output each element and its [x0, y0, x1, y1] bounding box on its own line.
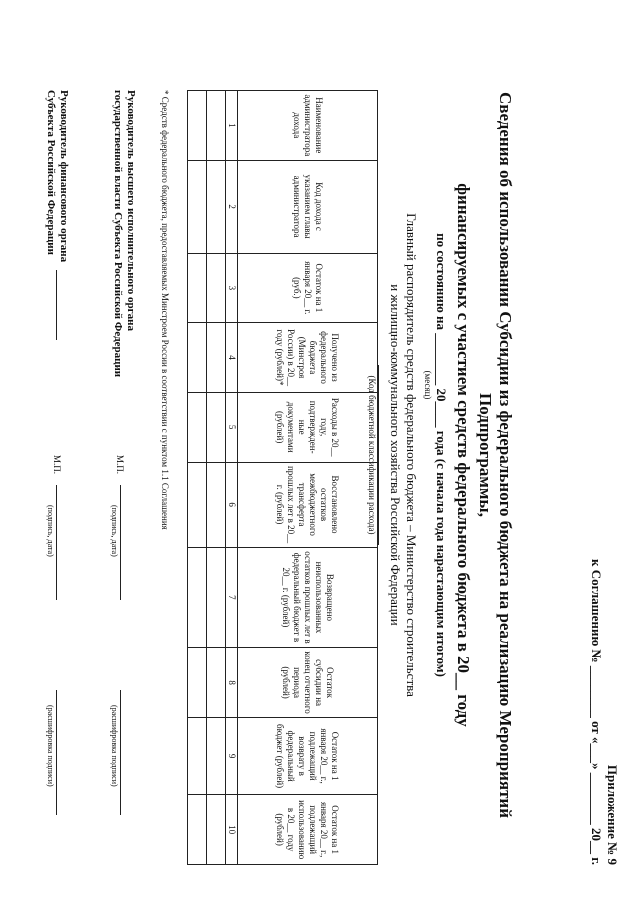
- table-cell: [188, 91, 207, 161]
- column-number-row: [226, 91, 238, 865]
- signature-caption: (подпись, дата): [110, 505, 119, 557]
- header-cell: Наименование администратора дохода: [238, 91, 378, 161]
- table-header-row: [238, 91, 378, 865]
- annex-block: [588, 559, 620, 865]
- document-title: Сведения об использовании Субсидии из федерального бюджета на реализацию Мероприятий Подпрограммы,: [476, 91, 515, 819]
- header-cell: Остаток на 1 января 20__ г., подлежащий возврату в федеральный бюджет (рублей): [238, 717, 378, 794]
- table-cell: [188, 253, 207, 323]
- signatory-title-line1: Руководитель высшего исполнительного органа: [125, 90, 137, 331]
- header-cell: Остаток на 1 января 20__ г., подлежащий использованию в 20__ году (рублей): [238, 795, 378, 865]
- annex-agreement: к Соглашению № ________ от «___» ________ 20__ г.: [589, 558, 604, 865]
- signature-decode-line: [56, 690, 58, 815]
- header-cell: Восстановлено остатков межбюджетного трансферта прошлых лет в 20__ г. (рублей): [238, 462, 378, 547]
- header-cell: Остаток субсидии на конец отчетного периода (рублей): [238, 648, 378, 718]
- table-cell: [188, 462, 207, 547]
- signature-line: [120, 485, 122, 600]
- table-row: [207, 91, 226, 865]
- table-cell: [188, 323, 207, 393]
- decode-caption: (расшифровка подписи): [110, 705, 119, 787]
- month-caption: (месяц): [423, 370, 433, 400]
- subsidy-table: [187, 90, 378, 865]
- signatory-title-line1: Руководитель финансового органа: [58, 90, 70, 263]
- table-cell: [207, 717, 226, 794]
- budget-code-caption: (Код бюджетной классификации расхода): [366, 365, 379, 545]
- table-cell: [207, 462, 226, 547]
- column-number: 5: [226, 392, 238, 462]
- table-cell: [188, 160, 207, 253]
- signature-line: [56, 485, 58, 600]
- table-cell: [207, 648, 226, 718]
- chief-administrator-line2: и жилищно-коммунального хозяйства Российской Федерации: [388, 284, 403, 626]
- table-cell: [188, 392, 207, 462]
- table-cell: [207, 91, 226, 161]
- signature-caption: (подпись, дата): [46, 505, 55, 557]
- column-number: 10: [226, 795, 238, 865]
- chief-administrator-line1: Главный распорядитель средств федерального бюджета – Министерство строительства: [404, 213, 419, 697]
- header-cell: Остаток на 1 января 20__ г. (руб.): [238, 253, 378, 323]
- column-number: 1: [226, 91, 238, 161]
- report-date-line: по состоянию на ________ 20____ года (с начала года нарастающим итогом): [434, 233, 449, 677]
- annex-label: Приложение № 9: [605, 764, 620, 865]
- column-number: 3: [226, 253, 238, 323]
- table-cell: [207, 547, 226, 648]
- footnote: * Средств федерального бюджета, предоставляемых Минстроем России в соответствии с пунктом 1.1 Соглашения: [160, 90, 170, 530]
- signatory-head-of-executive: [111, 90, 137, 377]
- column-number: 6: [226, 462, 238, 547]
- table-cell: [207, 253, 226, 323]
- table-cell: [188, 717, 207, 794]
- header-cell: Код дохода с указанием главы администратора: [238, 160, 378, 253]
- seal-mark: М.П.: [115, 455, 125, 475]
- signatory-head-of-finance: [44, 90, 70, 262]
- column-number: 9: [226, 717, 238, 794]
- chief-administrator: [387, 70, 419, 840]
- table-cell: [207, 323, 226, 393]
- header-cell: Расходы в 20__ году, подтвержден-ные документами (рублей): [238, 392, 378, 462]
- table-cell: [207, 160, 226, 253]
- table-row: [188, 91, 207, 865]
- column-number: 7: [226, 547, 238, 648]
- signature-decode-line: [120, 690, 122, 815]
- table-cell: [188, 547, 207, 648]
- decode-caption: (расшифровка подписи): [46, 705, 55, 787]
- header-cell: Возвращено неиспользованных остатков прошлых лет в федеральный бюджет в 20__ г. (рублей): [238, 547, 378, 648]
- column-number: 8: [226, 648, 238, 718]
- table-cell: [188, 795, 207, 865]
- column-number: 4: [226, 323, 238, 393]
- document-title-line2: финансируемых с участием средств федерального бюджета в 20__ году: [454, 183, 473, 727]
- title-block: [366, 70, 515, 840]
- seal-mark: М.П.: [52, 455, 62, 475]
- signatory-title-line2: государственной власти Субъекта Российской Федерации: [112, 90, 124, 378]
- signature-blank-line: [56, 270, 58, 340]
- signatory-title-line2: Субъекта Российской Федерации: [45, 90, 57, 255]
- table-cell: [188, 648, 207, 718]
- table-cell: [207, 795, 226, 865]
- column-number: 2: [226, 160, 238, 253]
- header-cell: Получено из федерального бюджета (Минстроя России) в 20__ году (рублей)*: [238, 323, 378, 393]
- table-cell: [207, 392, 226, 462]
